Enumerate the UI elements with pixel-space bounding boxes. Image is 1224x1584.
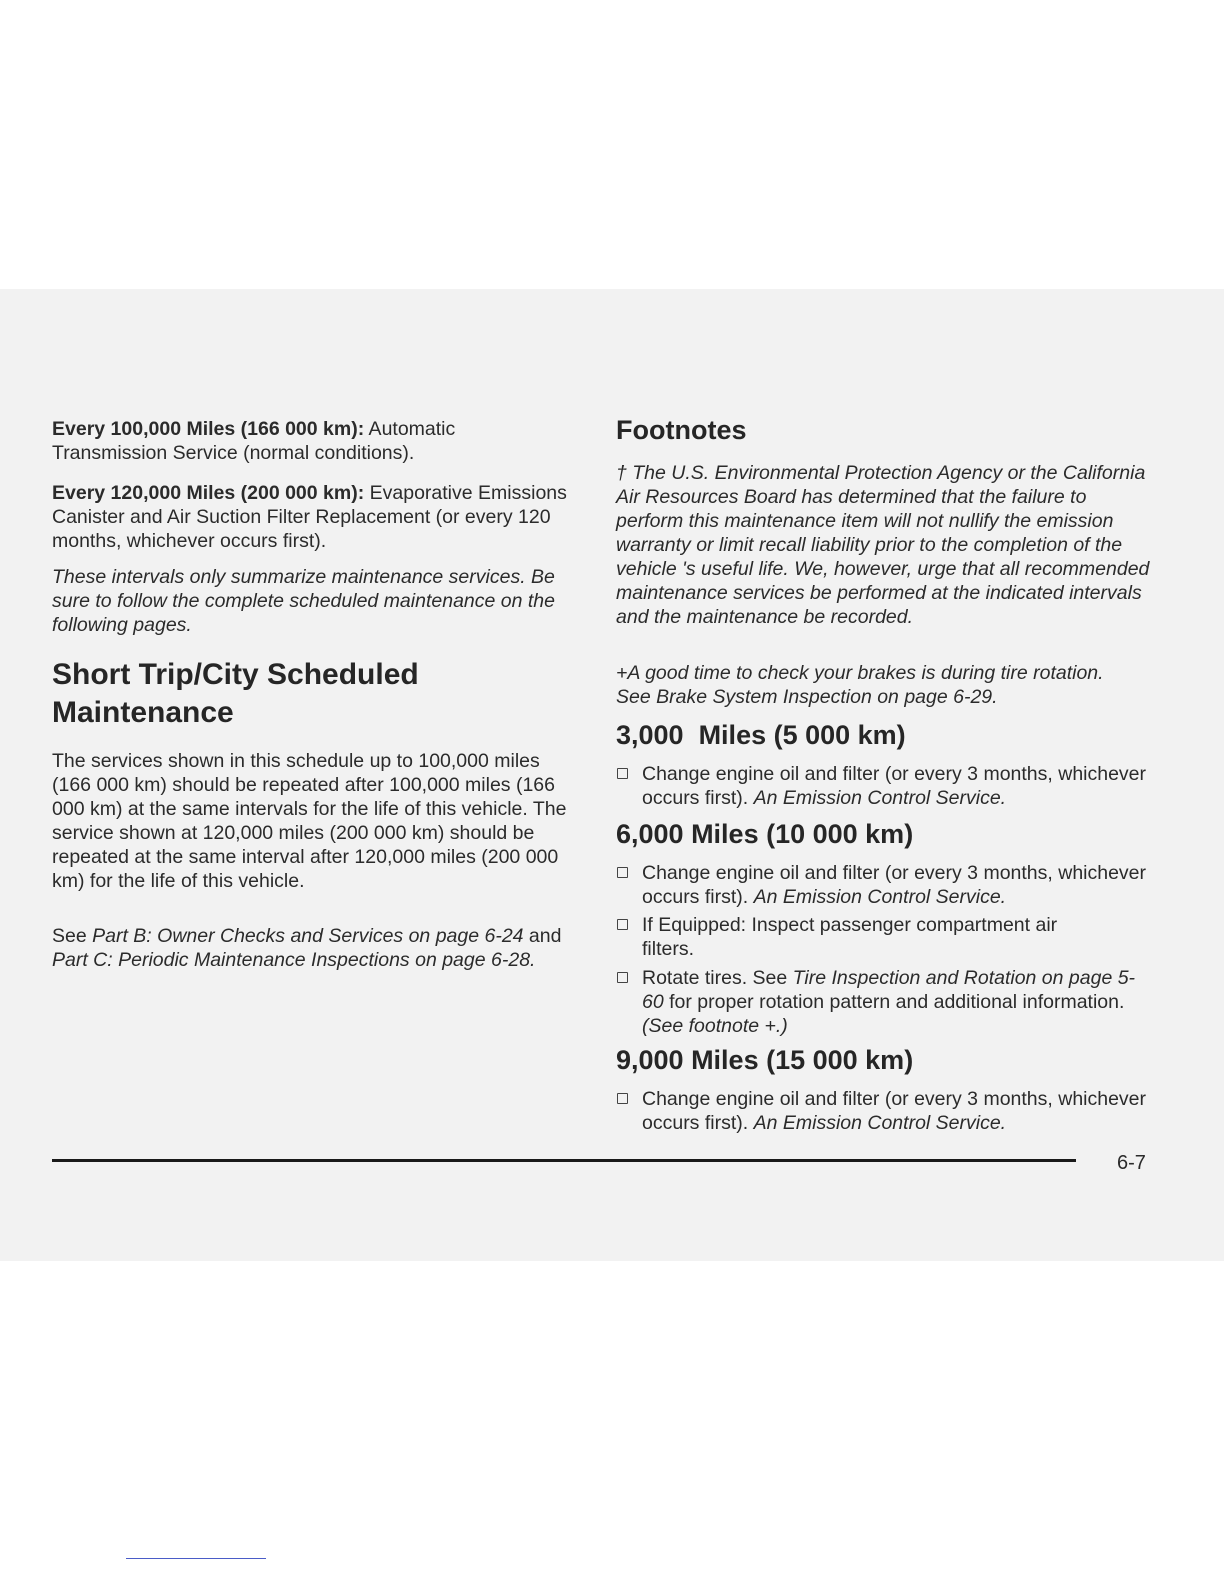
see-also-and: and (523, 925, 562, 947)
interval-120000-text: Evaporative Emissions Canister and Air Suction Filter Replacement (or every 120 months, whichever occurs first). (52, 482, 567, 552)
tire-inspection-reference: Tire Inspection and Rotation on page 5-60 (642, 967, 1136, 1013)
item-note: An Emission Control Service. (753, 886, 1007, 908)
heading-3000-miles: 3,000 Miles (5 000 km) (616, 720, 906, 750)
heading-6000-miles: 6,000 Miles (10 000 km) (616, 819, 914, 849)
item-text: Rotate tires. See (642, 967, 793, 989)
part-b-reference: Part B: Owner Checks and Services on page 6-24 (92, 925, 524, 947)
item-text: Change engine oil and filter (or every 3 months, whichever occurs first). (642, 763, 1147, 809)
item-text: If Equipped: Inspect passenger compartment air filters. (642, 914, 1058, 960)
footer-rule (52, 1159, 1076, 1162)
list-item (616, 1087, 1152, 1135)
item-note: An Emission Control Service. (753, 1112, 1007, 1134)
heading-9000-miles: 9,000 Miles (15 000 km) (616, 1045, 914, 1075)
item-text-cont: for proper rotation pattern and additional information. (663, 991, 1125, 1013)
page-number: 6-7 (1117, 1152, 1146, 1174)
interval-120000-label: Every 120,000 Miles (200 000 km): (52, 482, 365, 504)
see-also-prefix: See (52, 925, 93, 947)
footnotes-heading: Footnotes (616, 415, 747, 445)
interval-100000 (52, 417, 522, 465)
checkbox-icon (617, 867, 628, 878)
part-c-reference: Part C: Periodic Maintenance Inspections on page 6-28. (52, 949, 536, 971)
section-heading: Short Trip/City Scheduled Maintenance (52, 658, 419, 729)
checkbox-icon (617, 768, 628, 779)
bottom-link-underline (126, 1558, 266, 1559)
footnote-reference: (See footnote +.) (642, 1015, 788, 1037)
interval-120000 (52, 481, 572, 553)
item-note: An Emission Control Service. (753, 787, 1007, 809)
checkbox-icon (617, 1093, 628, 1104)
interval-100000-label: Every 100,000 Miles (166 000 km): (52, 418, 365, 440)
see-also-paragraph (52, 924, 572, 972)
list-item (616, 966, 1152, 1038)
footnote-dagger: † The U.S. Environmental Protection Agency or the California Air Resources Board has determined that the failure to perform this maintenance item will not nullify the emission warranty or limit recall liability prior to the completion of the vehicle 's useful life. We, however, urge that all recommended maintenance services be performed at the indicated intervals and the maintenance be recorded. (616, 462, 1150, 628)
summary-note: These intervals only summarize maintenance services. Be sure to follow the complete scheduled maintenance on the following pages. (52, 566, 555, 636)
schedule-description: The services shown in this schedule up to 100,000 miles (166 000 km) should be repeated after 100,000 miles (166 000 km) at the same intervals for the life of this vehicle. The service shown at 120,000 miles (200 000 km) should be repeated at the same interval after 120,000 miles (200 000 km) for the life of this vehicle. (52, 750, 567, 892)
list-item (616, 913, 1082, 961)
list-item (616, 861, 1152, 909)
interval-100000-text: Automatic Transmission Service (normal conditions). (52, 418, 456, 464)
footnote-plus: +A good time to check your brakes is during tire rotation. See Brake System Inspection on page 6-29. (616, 662, 1104, 708)
checkbox-icon (617, 972, 628, 983)
item-text: Change engine oil and filter (or every 3 months, whichever occurs first). (642, 862, 1147, 908)
list-item (616, 762, 1152, 810)
item-text: Change engine oil and filter (or every 3 months, whichever occurs first). (642, 1088, 1147, 1134)
checkbox-icon (617, 919, 628, 930)
manual-page (0, 289, 1224, 1261)
